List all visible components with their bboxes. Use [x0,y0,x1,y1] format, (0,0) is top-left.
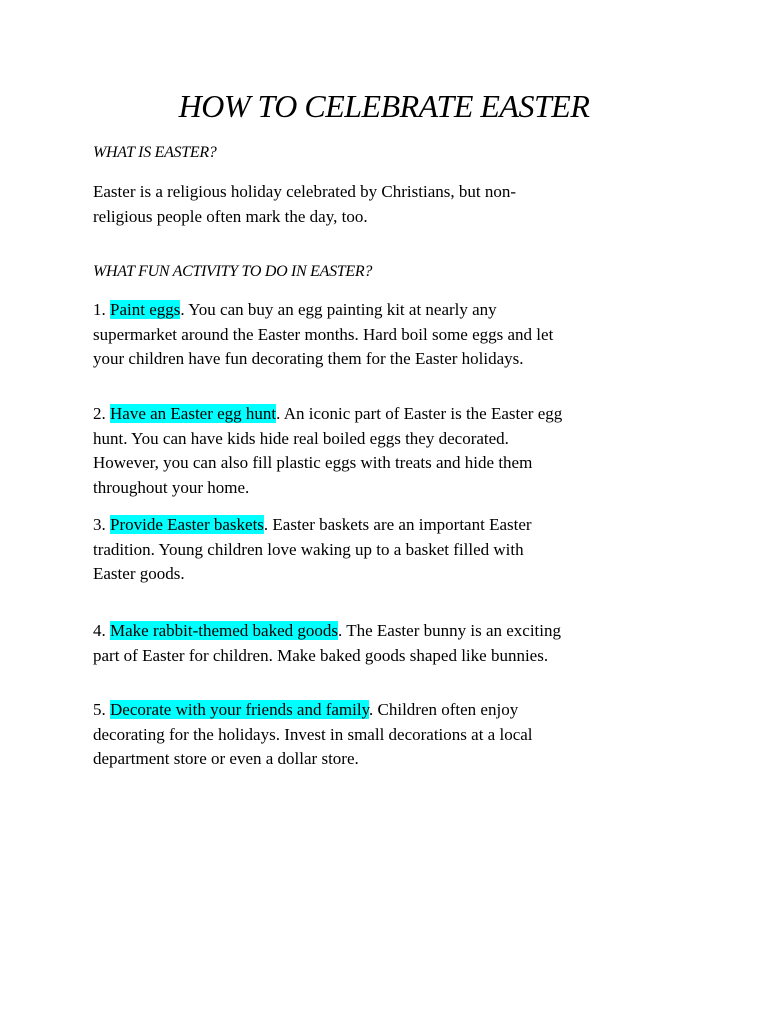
section-heading-what-is-easter: WHAT IS EASTER? [93,144,217,161]
activity-text-line: Easter goods. [93,564,185,583]
activity-highlight: Have an Easter egg hunt [110,404,277,423]
activity-text-line: tradition. Young children love waking up to a basket filled with [93,539,524,559]
activity-text-line: . Children often enjoy [369,700,519,719]
activity-highlight: Make rabbit-themed baked goods [110,621,339,640]
activity-highlight: Decorate with your friends and family [110,700,370,719]
section-heading-fun-activity: WHAT FUN ACTIVITY TO DO IN EASTER? [93,263,373,280]
intro-line: religious people often mark the day, too. [93,206,368,226]
activity-item [93,619,683,668]
intro-line: Easter is a religious holiday celebrated by Christians, but non- [93,182,517,201]
page-title: HOW TO CELEBRATE EASTER [178,88,590,124]
activity-text-line: However, you can also fill plastic eggs with treats and hide them [93,453,533,472]
activity-text-line: . Easter baskets are an important Easter [263,515,532,534]
activity-number: 2. [93,404,106,423]
activity-text-line: decorating for the holidays. Invest in small decorations at a local [93,724,533,744]
activity-highlight: Provide Easter baskets [110,515,264,534]
activity-item [93,298,683,372]
activity-number: 5. [93,700,106,719]
activity-number: 3. [93,515,106,534]
activity-text-line: throughout your home. [93,477,250,497]
activity-text-line: . You can buy an egg painting kit at nearly any [180,300,497,319]
activity-number: 4. [93,621,106,640]
activity-item [93,698,683,772]
activity-highlight: Paint eggs [110,300,181,319]
activity-text-line: . The Easter bunny is an exciting [338,621,562,640]
activity-text-line: part of Easter for children. Make baked goods shaped like bunnies. [93,645,549,665]
activity-text-line: your children have fun decorating them for the Easter holidays. [93,349,524,368]
activity-item [93,402,683,500]
activity-text-line: hunt. You can have kids hide real boiled eggs they decorated. [93,428,509,448]
activity-text-line: supermarket around the Easter months. Hard boil some eggs and let [93,324,554,344]
activity-text-line: department store or even a dollar store. [93,749,359,768]
activity-item [93,513,683,587]
activity-number: 1. [93,300,106,319]
intro-paragraph [93,180,683,229]
activity-text-line: . An iconic part of Easter is the Easter egg [276,404,563,423]
